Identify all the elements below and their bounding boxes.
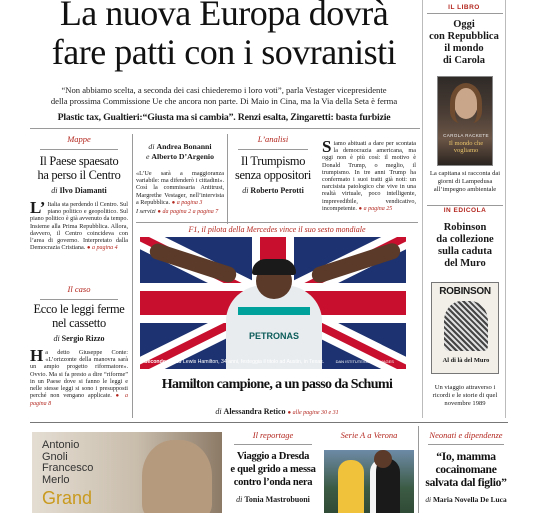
book-cover[interactable] xyxy=(437,76,493,166)
caso-byline xyxy=(30,334,128,343)
divider xyxy=(40,149,118,150)
main-headline-line2: fare patti con i sovranisti xyxy=(51,32,397,72)
robinson-cover[interactable] xyxy=(431,282,499,374)
robinson-illustration xyxy=(444,301,488,351)
photo-kicker: F1, il pilota della Mercedes vince il suo sesto mondiale xyxy=(188,225,366,234)
analisi-page-ref-text: a pagina 25 xyxy=(363,205,393,212)
photo-page-ref-text: alle pagine 30 e 31 xyxy=(292,410,339,416)
sidebar xyxy=(422,0,506,418)
player-left xyxy=(338,460,364,513)
analisi-page-ref[interactable]: ● a pagina 25 xyxy=(358,205,393,212)
caso-kicker: Il caso xyxy=(67,284,91,294)
reportage-title-line: Viaggio a Dresda xyxy=(236,451,310,462)
divider xyxy=(418,426,419,513)
bonanni-more[interactable]: I servizi ● da pagina 2 a pagina 7 xyxy=(136,208,219,216)
mappe-author: Ilvo Diamanti xyxy=(59,186,107,195)
promo-title: Grand xyxy=(42,488,93,508)
promo-name-line: Antonio xyxy=(42,439,80,451)
reportage-byline xyxy=(226,495,320,504)
robinson-cover-text: Al di là del Muro xyxy=(442,357,490,364)
serie-photo xyxy=(324,450,414,513)
photo-author: Alessandra Retico xyxy=(223,407,286,416)
caso-body-text: a detto Giuseppe Conte: «L’orizzonte della manovra sarà un ampio progetto riformatore». Ovvio. Ma si fa presto a dire “riforme” in un Paese dove si fanno le leggi e nelle stesse leggi si sono i presupposti perché non vengano applicate. xyxy=(30,349,128,400)
byline-prefix: di xyxy=(236,495,243,504)
photo-caption xyxy=(144,359,404,365)
book-title-line: di Carola xyxy=(442,55,486,66)
reportage-kicker: Il reportage xyxy=(252,430,294,440)
dropcap: S xyxy=(322,137,332,156)
divider xyxy=(427,205,503,206)
sponsor-text: PETRONAS xyxy=(248,331,299,341)
article-mappe[interactable] xyxy=(30,134,128,252)
reportage-title-line: contro l’onda nera xyxy=(233,477,313,488)
main-headline[interactable] xyxy=(28,0,420,72)
byline-prefix: e xyxy=(146,152,150,161)
mappe-title-line1: Il Paese spaesato xyxy=(39,154,119,168)
neonati-author: Maria Novella De Luca xyxy=(432,495,507,504)
caso-page-ref[interactable]: ● a pagina 8 xyxy=(30,393,129,408)
byline-prefix: di xyxy=(51,186,58,195)
analisi-title xyxy=(230,154,316,182)
reportage-title xyxy=(226,450,320,489)
sidebar-label-libro: IL LIBRO xyxy=(448,4,480,11)
caption-text: Lewis Hamilton, 34 anni, festeggia il titolo ad Austin, in Texas. xyxy=(182,359,325,365)
bonanni-body-text: «L’Ue sarà a maggioranza variabile: ma difenderò i cittadini». Così la commissaria Antitrust, Margrethe Vestager, nell’intervista a Repubblica. xyxy=(136,170,224,206)
edicola-title-line: sulla caduta xyxy=(438,246,492,257)
edicola-title-line: del Muro xyxy=(444,258,486,269)
neonati-title-line: salvata dal figlio” xyxy=(425,476,507,489)
divider xyxy=(428,444,504,445)
byline-prefix: di xyxy=(148,142,155,151)
mappe-byline xyxy=(30,186,128,195)
dropcap: L’ xyxy=(30,198,46,217)
mappe-body xyxy=(30,198,128,252)
divider xyxy=(427,13,503,14)
article-caso[interactable] xyxy=(30,284,128,409)
divider xyxy=(136,222,418,223)
bonanni-more-text: I servizi xyxy=(136,208,156,216)
cover-title: Il mondo che vogliamo xyxy=(448,140,484,154)
neonati-title-line: “Io, mamma xyxy=(436,450,496,463)
neonati-title xyxy=(420,450,512,489)
bonanni-byline xyxy=(136,142,224,162)
article-serie-a[interactable] xyxy=(322,430,416,440)
book-desc: La capitana si racconta dai giorni di Lampedusa all’impegno ambientale xyxy=(429,170,501,193)
main-tagline[interactable]: Plastic tax, Gualtieri:“Giusta ma si cambia”. Renzi esalta, Zingaretti: basta furbizie xyxy=(57,112,391,123)
neonati-kicker: Neonati e dipendenze xyxy=(429,430,503,440)
book-title-line: Oggi xyxy=(453,19,475,30)
promo-name-line: Gnoli xyxy=(42,450,68,463)
photo-title[interactable]: Hamilton campione, a un passo da Schumi xyxy=(161,377,393,392)
dropcap: H xyxy=(30,346,44,365)
promo-names xyxy=(42,440,93,486)
byline-prefix: di xyxy=(242,186,249,195)
hamilton-photo[interactable] xyxy=(140,237,406,369)
main-headline-line1: La nuova Europa dovrà xyxy=(59,0,389,33)
promo-box[interactable] xyxy=(32,432,222,513)
reportage-title-line: e quel grido a messa xyxy=(230,464,316,475)
photo-credit: DAN ISTITUTE/GETTY IMAGES xyxy=(335,359,394,364)
bonanni-more-ref: da pagina 2 a pagina 7 xyxy=(162,209,219,216)
neonati-byline xyxy=(420,495,512,504)
mappe-kicker: Mappe xyxy=(67,134,91,144)
book-title-line: con Repubblica xyxy=(429,31,499,42)
photo-byline xyxy=(136,407,418,416)
divider xyxy=(30,422,508,423)
analisi-byline xyxy=(230,186,316,195)
caso-title xyxy=(30,302,128,330)
bonanni-body xyxy=(136,170,224,207)
bonanni-page-ref[interactable]: ● a pagina 3 xyxy=(171,199,203,206)
mappe-title xyxy=(30,154,128,182)
mappe-page-ref[interactable]: ● a pagina 4 xyxy=(86,245,118,252)
promo-portrait xyxy=(142,440,212,513)
promo-name-line: Merlo xyxy=(42,473,70,486)
photo-page-ref[interactable]: ● alle pagine 30 e 31 xyxy=(287,410,339,416)
caso-author: Sergio Rizzo xyxy=(61,334,105,343)
divider xyxy=(40,299,118,300)
mappe-title-line2: ha perso il Centro xyxy=(37,168,121,182)
caption-label: Secondo posto xyxy=(144,359,182,365)
main-deck xyxy=(22,85,426,107)
edicola-title[interactable] xyxy=(423,222,507,270)
player-head xyxy=(374,450,392,468)
analisi-title-line2: senza oppositori xyxy=(234,168,312,182)
article-bonanni[interactable] xyxy=(136,142,224,216)
edicola-title-line: Robinson xyxy=(443,222,487,233)
byline-prefix: di xyxy=(215,407,222,416)
analisi-body xyxy=(322,137,416,213)
neonati-title-line: cocainomane xyxy=(435,463,497,476)
divider xyxy=(132,134,133,418)
caso-body xyxy=(30,346,129,409)
driver-cap xyxy=(252,259,296,275)
divider xyxy=(30,128,420,129)
robinson-logo: ROBINSON xyxy=(439,286,491,297)
article-analisi[interactable] xyxy=(230,134,316,195)
suit-stripe xyxy=(238,307,310,315)
mappe-body-text: Italia sta perdendo il Centro. Sul piano politico e geopolitico. Sul piano politico è già avvenuto da tempo. Insieme alla Prima Repubblica. Allora, davvero, il Centro coincideva con l’area di governo. Interpretato dalla Democrazia Cristiana. xyxy=(30,201,128,252)
cover-hair xyxy=(450,83,482,123)
bonanni-author1: Andrea Bonanni xyxy=(156,142,212,151)
bonanni-author2: Alberto D’Argenio xyxy=(151,152,214,161)
analisi-author: Roberto Perotti xyxy=(250,186,304,195)
mappe-page-ref-text: a pagina 4 xyxy=(92,245,118,252)
promo-name-line: Francesco xyxy=(42,462,94,474)
book-title[interactable] xyxy=(423,19,505,67)
sidebar-label-edicola: IN EDICOLA xyxy=(443,207,487,214)
book-title-line: il mondo xyxy=(444,43,484,54)
analisi-title-line1: Il Trumpismo xyxy=(240,154,306,168)
caso-title-line2: nel cassetto xyxy=(52,316,106,330)
bonanni-page-ref-text: a pagina 3 xyxy=(176,199,203,206)
byline-prefix: di xyxy=(425,495,432,504)
edicola-title-line: da collezione xyxy=(436,234,494,245)
divider xyxy=(227,134,228,224)
main-deck-line2: della prossima Commissione Ue che ancora non parte. Di Maio in Cina, ma la Via della Seta è ferma xyxy=(50,96,398,106)
edicola-desc: Un viaggio attraverso i ricordi e le storie di quel novembre 1989 xyxy=(432,384,498,407)
caso-title-line1: Ecco le leggi ferme xyxy=(33,302,125,316)
serie-kicker: Serie A a Verona xyxy=(340,430,398,440)
article-reportage[interactable] xyxy=(226,430,320,504)
analisi-kicker: L’analisi xyxy=(257,134,289,144)
reportage-author: Tonia Mastrobuoni xyxy=(244,495,310,504)
byline-prefix: di xyxy=(53,334,60,343)
analisi-body-text: iamo abituati a dare per scontata la democrazia americana, ma oggi non è più così: il motivo è Donald Trump, o meglio, il trumpismo. In tre anni Trump ha confermato i suoi tratti già noti: un narcisista patologico che vive in una realtà virtuale, poco intelligente, imprevedibile, vendicativo, incompetente. xyxy=(322,140,416,212)
divider xyxy=(238,149,308,150)
divider xyxy=(234,444,312,445)
caso-page-ref-text: a pagina 8 xyxy=(30,393,129,408)
cover-author: CAROLA RACKETE xyxy=(443,133,489,138)
article-neonati[interactable] xyxy=(420,430,512,504)
main-deck-line1: “Non abbiamo scelta, a seconda dei casi chiederemo i loro voti”, parla Vestager vicepresidente xyxy=(61,85,387,95)
